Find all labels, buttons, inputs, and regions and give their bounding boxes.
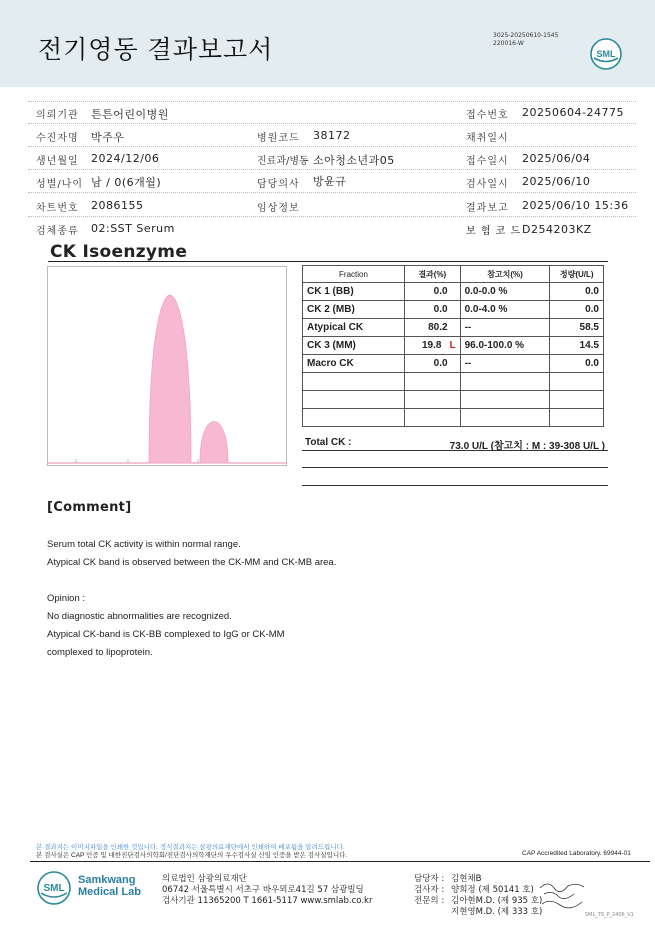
cell-fraction-text: CK 3 (MM) [307,340,356,351]
divider [28,123,636,124]
table-row [303,319,604,337]
cell-result-text: 80.2 [428,322,448,333]
patient-value: 박주우 [91,131,125,144]
hospital-code-value: 38172 [313,129,351,142]
footer-notice-1: 본 결과지는 이미지파일을 인쇄한 것입니다. 정식결과지는 삼광의료재단에서 인쇄하여 배포됨을 알려드립니다. [36,844,345,851]
cell-quantity [550,301,604,319]
peak-ck-3-mm [200,422,228,463]
cell-reference [460,283,550,301]
cell-result-text: 0.0 [433,304,448,315]
hospital-code-label: 병원코드 [257,133,300,144]
report-datetime-value: 2025/06/10 15:36 [522,199,629,212]
header-quantity: 정량(U/L) [550,266,604,283]
report-label: 결과보고 [466,203,509,214]
patient-label: 수진자명 [36,133,79,144]
table-body [303,283,604,427]
footer-logo-text: SML [43,883,65,894]
cell-reference [460,319,550,337]
receipt-no-label: 접수번호 [466,110,509,121]
cell-fraction-text: Atypical CK [307,322,364,333]
chart-no-label: 차트번호 [36,203,79,214]
tech-value: 양희정 (제 50141 호) [451,885,534,895]
cell-reference [460,355,550,373]
brand-name-line1: Samkwang [78,874,136,886]
staff-value: 김현채B [451,874,482,884]
chart-no-value: 2086155 [91,199,144,212]
cell-result [405,283,461,301]
sex-age-label: 성별/나이 [36,179,84,190]
clinical-label: 임상정보 [257,203,300,214]
insurance-label: 보 험 코 드 [466,226,522,237]
receipt-no-value: 20250604-24775 [522,106,624,119]
cell-result [405,337,461,355]
test-date-value: 2025/06/10 [522,175,591,188]
cell-fraction-text: Macro CK [307,358,354,369]
cell-fraction [303,355,405,373]
cell-quantity [550,373,604,391]
cell-reference-text: 0.0-0.0 % [464,286,508,297]
cell-result [405,355,461,373]
blank-line [302,485,608,486]
cell-quantity-text: 0.0 [585,304,599,315]
cell-quantity-text: 14.5 [579,340,599,351]
doctor-label: 담당의사 [257,179,300,190]
cell-reference-text: 0.0-4.0 % [464,304,508,315]
comment-line: No diagnostic abnormalities are recognized. [47,611,232,622]
cell-quantity [550,319,604,337]
cell-reference-text: -- [464,358,472,369]
cell-result [405,391,461,409]
specimen-label: 검체종류 [36,226,79,237]
cell-reference [460,337,550,355]
footer-contact: 검사기관 11365200 T 1661-5117 www.smlab.co.kr [162,896,373,906]
cell-result [405,319,461,337]
document-id [493,32,558,48]
institution-value: 튼튼어린이병원 [91,108,169,121]
receipt-date-label: 접수일시 [466,156,509,167]
cell-reference [460,301,550,319]
cell-quantity-text: 0.0 [585,358,599,369]
cell-quantity [550,337,604,355]
total-ck-value: 73.0 U/L (참고치 : M : 39-308 U/L ) [449,441,605,452]
specialist-value-2: 지현영M.D. (제 333 호) [451,907,543,917]
sml-logo-text: SML [596,49,616,59]
institution-label: 의뢰기관 [36,110,79,121]
low-flag: L [449,340,456,351]
dept-value: 소아청소년과05 [313,154,395,167]
footer-address: 06742 서울특별시 서초구 바우뫼로41길 57 삼광빌딩 [162,885,364,895]
cell-quantity [550,391,604,409]
cell-reference-text: -- [464,322,472,333]
total-ck-row [305,437,605,452]
divider [28,216,636,217]
receipt-date-value: 2025/06/04 [522,152,591,165]
brand-name-line2: Medical Lab [78,886,141,898]
tech-label: 검사자 : [414,885,445,895]
peak-atypical-ck [149,295,191,463]
comment-line: Atypical CK band is observed between the CK-MM and CK-MB area. [47,557,337,568]
table-row [303,373,604,391]
table-row [303,283,604,301]
cell-result [405,373,461,391]
specimen-value: 02:SST Serum [91,222,175,235]
cell-reference [460,391,550,409]
cell-reference [460,409,550,427]
collection-date-label: 채취일시 [466,133,509,144]
cell-fraction [303,373,405,391]
comment-line: Opinion : [47,593,86,604]
cell-quantity [550,283,604,301]
insurance-code-value: D254203KZ [522,223,592,236]
total-underline [302,450,608,451]
section-title: CK Isoenzyme [50,242,188,262]
cell-quantity [550,355,604,373]
signature-image [538,878,588,910]
footer-org: 의료법인 삼광의료재단 [162,874,247,884]
table-row [303,337,604,355]
cell-reference [460,373,550,391]
cap-accreditation: CAP Accredited Laboratory. 69944-01 [522,850,631,857]
footer-notice-2: 본 검사실은 CAP 인증 및 대한진단검사의학회/진단검사의학재단의 우수검사실 신임 인증을 받은 검사실입니다. [36,852,348,859]
cell-quantity-text: 58.5 [579,322,599,333]
cell-fraction [303,391,405,409]
electrophoresis-svg [48,267,286,465]
test-date-label: 검사일시 [466,179,509,190]
total-ck-label: Total CK : [305,437,352,448]
header-result: 결과(%) [405,266,461,283]
document-id-line2: 220016-W [493,40,524,47]
table-row [303,391,604,409]
dept-label: 진료과/병동 [257,156,309,167]
comment-heading: [Comment] [47,500,132,515]
brand-name [78,874,141,898]
form-code: SML_TS_P_2406_V1 [585,912,634,918]
electrophoresis-graph [47,266,287,466]
divider [28,101,636,102]
divider [28,146,636,147]
specialist-value-1: 김아현M.D. (제 935 호) [451,896,543,906]
dob-label: 생년월일 [36,156,79,167]
table-header-row [303,266,604,283]
header-reference: 참고치(%) [460,266,550,283]
document-id-line1: 3025-20250610-1545 [493,32,559,39]
blank-line [302,467,608,468]
staff-label: 담당자 : [414,874,445,884]
cell-fraction [303,319,405,337]
comment-line: Atypical CK-band is CK-BB complexed to IgG or CK-MM [47,629,285,640]
cell-result [405,301,461,319]
samkwang-logo-icon [36,870,72,906]
doctor-value: 방윤규 [313,175,347,188]
cell-fraction [303,301,405,319]
divider [28,169,636,170]
table-row [303,409,604,427]
table-row [303,355,604,373]
ck-results-table [302,265,604,427]
sml-logo [590,38,622,70]
cell-result-text: 19.8 [421,340,442,351]
cell-fraction [303,337,405,355]
cell-fraction-text: CK 2 (MB) [307,304,355,315]
table-row [303,301,604,319]
cell-quantity-text: 0.0 [585,286,599,297]
cell-fraction-text: CK 1 (BB) [307,286,354,297]
sex-age-value: 남 / 0(6개월) [91,176,162,189]
cell-quantity [550,409,604,427]
cell-fraction [303,409,405,427]
header-fraction: Fraction [303,266,405,283]
comment-line: complexed to lipoprotein. [47,647,153,658]
comment-line: Serum total CK activity is within normal range. [47,539,241,550]
divider [28,192,636,193]
footer-divider [30,861,650,862]
cell-result-text: 0.0 [433,286,448,297]
cell-fraction [303,283,405,301]
cell-result [405,409,461,427]
section-underline [48,261,608,262]
cell-result-text: 0.0 [433,358,448,369]
specialist-label: 전문의 : [414,896,445,906]
page-title: 전기영동 결과보고서 [38,35,274,64]
cell-reference-text: 96.0-100.0 % [464,340,525,351]
dob-value: 2024/12/06 [91,152,160,165]
